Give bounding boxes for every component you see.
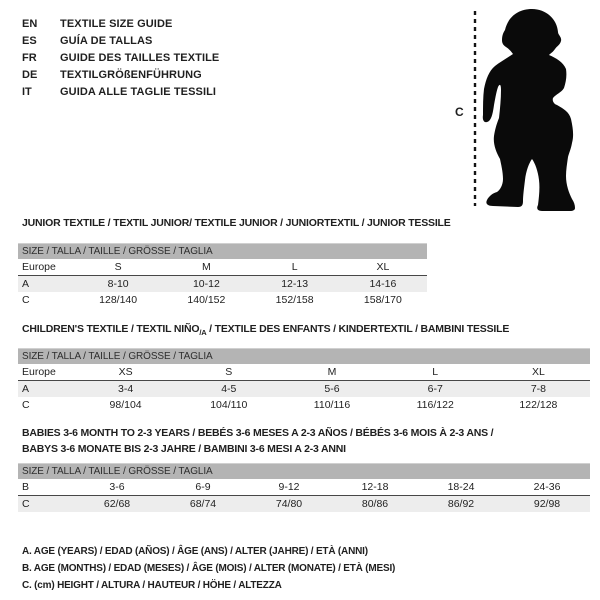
height-cell: 92/98 xyxy=(533,498,561,510)
size-cell: XL xyxy=(376,261,390,273)
children-table-title xyxy=(22,321,509,341)
height-cell: 122/128 xyxy=(519,399,558,411)
height-cell: 110/116 xyxy=(313,399,351,411)
row-label: B xyxy=(22,481,30,493)
height-measure-label: C xyxy=(455,105,464,119)
junior-table-title-text: JUNIOR TEXTILE / TEXTIL JUNIOR/ TEXTILE JUNIOR / JUNIORTEXTIL / JUNIOR TESSILE xyxy=(22,217,451,229)
size-cell: XS xyxy=(118,366,133,378)
height-cell: 140/152 xyxy=(187,294,226,306)
babies-table-title xyxy=(22,425,493,457)
language-code: FR xyxy=(22,51,37,64)
row-label: C xyxy=(22,498,30,510)
junior-size-table xyxy=(18,243,427,308)
junior-table-title xyxy=(22,215,451,231)
language-row xyxy=(22,49,219,66)
footnote-age-years: A. AGE (YEARS) / EDAD (AÑOS) / ÂGE (ANS) / ALTER (JAHRE) / ETÀ (ANNI) xyxy=(22,546,368,557)
age-cell: 24-36 xyxy=(533,481,561,493)
height-cell: 80/86 xyxy=(361,498,389,510)
row-label: A xyxy=(22,383,30,395)
language-code: IT xyxy=(22,85,32,98)
table-row xyxy=(18,496,590,512)
children-table-title-text: CHILDREN'S TEXTILE / TEXTIL NIÑO xyxy=(22,323,200,335)
babies-table-title-line1: BABIES 3-6 MONTH TO 2-3 YEARS / BEBÉS 3-6 MESES A 2-3 AÑOS / BÉBÉS 3-6 MOIS À 2-3 ANS / xyxy=(22,427,494,439)
height-cell: 86/92 xyxy=(447,498,475,510)
toddler-silhouette-figure xyxy=(470,5,590,215)
children-size-table xyxy=(18,348,590,413)
height-cell: 68/74 xyxy=(189,498,217,510)
size-cell: L xyxy=(432,366,439,378)
language-code: DE xyxy=(22,68,38,81)
children-table-title-subscript: /A xyxy=(199,328,207,338)
children-table-title-text: / TEXTILE DES ENFANTS / KINDERTEXTIL / BAMBINI TESSILE xyxy=(206,323,510,335)
size-cell: S xyxy=(114,261,122,273)
table-row xyxy=(18,397,590,413)
language-row xyxy=(22,66,219,83)
size-header-bar: SIZE / TALLA / TAILLE / GRÖSSE / TAGLIA xyxy=(18,463,590,479)
language-code: ES xyxy=(22,34,37,47)
language-title: GUÍA DE TALLAS xyxy=(60,34,153,47)
language-title: GUIDA ALLE TAGLIE TESSILI xyxy=(60,85,217,98)
row-label: Europe xyxy=(22,366,56,378)
age-cell: 4-5 xyxy=(221,383,237,395)
language-title: TEXTILE SIZE GUIDE xyxy=(60,17,173,30)
age-cell: 14-16 xyxy=(369,278,397,290)
height-cell: 116/122 xyxy=(416,399,454,411)
height-cell: 74/80 xyxy=(275,498,303,510)
table-row xyxy=(18,381,590,397)
babies-size-table xyxy=(18,463,590,512)
size-cell: XL xyxy=(531,366,545,378)
language-row xyxy=(22,15,219,32)
row-label: Europe xyxy=(22,261,56,273)
size-cell: M xyxy=(202,261,211,273)
size-cell: L xyxy=(291,261,298,273)
age-cell: 3-6 xyxy=(109,481,125,493)
row-label: A xyxy=(22,278,30,290)
footnote-age-months: B. AGE (MONTHS) / EDAD (MESES) / ÂGE (MOIS) / ALTER (MONATE) / ETÀ (MESI) xyxy=(22,563,396,574)
age-cell: 12-18 xyxy=(361,481,389,493)
table-row xyxy=(18,479,590,496)
table-row xyxy=(18,276,427,292)
size-cell: M xyxy=(327,366,337,378)
age-cell: 8-10 xyxy=(107,278,129,290)
height-cell: 152/158 xyxy=(275,294,314,306)
height-cell: 62/68 xyxy=(103,498,131,510)
age-cell: 3-4 xyxy=(118,383,134,395)
age-cell: 9-12 xyxy=(278,481,300,493)
age-cell: 6-9 xyxy=(195,481,211,493)
size-cell: S xyxy=(225,366,233,378)
babies-table-title-line2: BABYS 3-6 MONATE BIS 2-3 JAHRE / BAMBINI 3-6 MESI A 2-3 ANNI xyxy=(22,443,346,455)
height-cell: 128/140 xyxy=(99,294,138,306)
legend-footnotes xyxy=(22,546,395,597)
toddler-body-silhouette xyxy=(483,9,575,211)
age-cell: 6-7 xyxy=(427,383,443,395)
height-cell: 158/170 xyxy=(363,294,402,306)
age-cell: 10-12 xyxy=(192,278,220,290)
language-title: GUIDE DES TAILLES TEXTILE xyxy=(60,51,220,64)
row-label: C xyxy=(22,294,30,306)
size-header-bar: SIZE / TALLA / TAILLE / GRÖSSE / TAGLIA xyxy=(18,348,590,364)
language-title-list xyxy=(22,15,219,100)
size-header-bar: SIZE / TALLA / TAILLE / GRÖSSE / TAGLIA xyxy=(18,243,427,259)
row-label: C xyxy=(22,399,30,411)
table-row xyxy=(18,259,427,276)
footnote-height-cm: C. (cm) HEIGHT / ALTURA / HAUTEUR / HÖHE / ALTEZZA xyxy=(22,580,282,591)
height-cell: 104/110 xyxy=(210,399,248,411)
language-row xyxy=(22,83,219,100)
height-cell: 98/104 xyxy=(109,399,142,411)
age-cell: 18-24 xyxy=(447,481,475,493)
age-cell: 7-8 xyxy=(530,383,546,395)
table-row xyxy=(18,364,590,381)
language-row xyxy=(22,32,219,49)
age-cell: 12-13 xyxy=(281,278,309,290)
language-code: EN xyxy=(22,17,38,30)
table-row xyxy=(18,292,427,308)
language-title: TEXTILGRÖßENFÜHRUNG xyxy=(60,68,202,81)
age-cell: 5-6 xyxy=(324,383,340,395)
